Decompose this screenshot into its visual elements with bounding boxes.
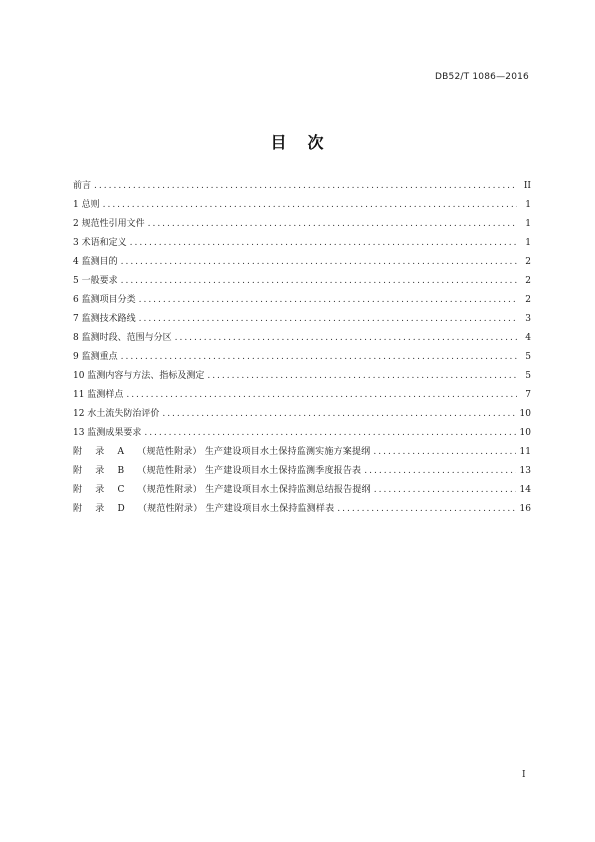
appendix-title: 生产建设项目水土保持监测样表 [205,504,335,514]
toc-entry-3[interactable] [73,234,531,253]
toc-entry-label: 13 监测成果要求 [73,428,142,438]
toc-entry-page: 10 [519,428,531,438]
toc-appendix-label [73,481,371,500]
toc-entry-page: 1 [525,219,531,229]
toc-leader-dots [175,329,517,348]
toc-entry-page: 11 [519,447,531,457]
toc-leader-dots [103,196,517,215]
toc-entry-5[interactable] [73,272,531,291]
page-number: I [522,770,526,780]
toc-entry-label: 11 监测样点 [73,390,124,400]
toc-leader-dots [126,386,517,405]
toc-entry-label: 3 术语和定义 [73,238,127,248]
toc-entry-page: 13 [519,466,531,476]
toc-entry-page: 4 [525,333,531,343]
toc-entry-13[interactable] [73,424,531,443]
toc-entry-page: 10 [519,409,531,419]
toc-leader-dots [121,272,517,291]
toc-entry-label: 6 监测项目分类 [73,295,136,305]
toc-leader-dots [139,310,517,329]
toc-entry-11[interactable] [73,386,531,405]
toc-title-char-2: 次 [307,133,325,152]
toc-entry-1[interactable] [73,196,531,215]
appendix-prefix: 附 录 C （规范性附录） [73,485,203,495]
toc-leader-dots [337,500,515,519]
toc-leader-dots [144,424,515,443]
toc-entry-9[interactable] [73,348,531,367]
toc-title-char-1: 目 [270,133,288,152]
toc-entry-7[interactable] [73,310,531,329]
toc-entry-label: 7 监测技术路线 [73,314,136,324]
toc-appendix-d[interactable] [73,500,531,519]
toc-entry-label: 前言 [73,181,92,191]
toc-entry-page: 16 [519,504,531,514]
toc-appendix-label [73,500,334,519]
toc-entry-page: 2 [525,276,531,286]
toc-entry-label: 5 一般要求 [73,276,118,286]
toc-entry-page: II [523,181,531,191]
toc-entry-label: 12 水土流失防治评价 [73,409,160,419]
toc-leader-dots [121,253,517,272]
toc-leader-dots [121,348,517,367]
toc-entry-page: 5 [525,352,531,362]
toc-appendix-label [73,462,361,481]
toc-leader-dots [364,462,515,481]
toc-entry-page: 2 [525,295,531,305]
toc-leader-dots [374,481,516,500]
appendix-title: 生产建设项目水土保持监测季度报告表 [204,466,362,476]
toc-entry-page: 1 [525,238,531,248]
toc-leader-dots [139,291,517,310]
toc-entry-foreword[interactable] [73,177,531,196]
toc-entry-2[interactable] [73,215,531,234]
toc-appendix-a[interactable] [73,443,531,462]
appendix-prefix: 附 录 B （规范性附录） [73,466,202,476]
toc-entry-label: 10 监测内容与方法、指标及测定 [73,371,205,381]
toc-appendix-b[interactable] [73,462,531,481]
toc-entry-12[interactable] [73,405,531,424]
toc-leader-dots [94,177,517,196]
toc-list [73,177,531,519]
toc-leader-dots [162,405,515,424]
toc-entry-page: 5 [525,371,531,381]
toc-entry-page: 14 [519,485,531,495]
toc-title [0,130,595,153]
toc-entry-label: 1 总则 [73,200,100,210]
toc-entry-4[interactable] [73,253,531,272]
appendix-title: 生产建设项目水土保持监测实施方案提纲 [204,447,371,457]
toc-appendix-label [73,443,370,462]
toc-entry-page: 3 [525,314,531,324]
toc-entry-8[interactable] [73,329,531,348]
toc-leader-dots [207,367,517,386]
document-number: DB52/T 1086—2016 [435,72,529,82]
toc-entry-page: 7 [525,390,531,400]
toc-entry-label: 2 规范性引用文件 [73,219,145,229]
toc-entry-10[interactable] [73,367,531,386]
toc-appendix-c[interactable] [73,481,531,500]
toc-leader-dots [148,215,517,234]
toc-entry-label: 9 监测重点 [73,352,118,362]
toc-leader-dots [373,443,515,462]
appendix-prefix: 附 录 A （规范性附录） [73,447,202,457]
toc-entry-6[interactable] [73,291,531,310]
appendix-prefix: 附 录 D （规范性附录） [73,504,203,514]
appendix-title: 生产建设项目水土保持监测总结报告提纲 [205,485,371,495]
toc-entry-page: 1 [525,200,531,210]
toc-entry-page: 2 [525,257,531,267]
toc-leader-dots [130,234,517,253]
toc-entry-label: 8 监测时段、范围与分区 [73,333,172,343]
toc-entry-label: 4 监测目的 [73,257,118,267]
